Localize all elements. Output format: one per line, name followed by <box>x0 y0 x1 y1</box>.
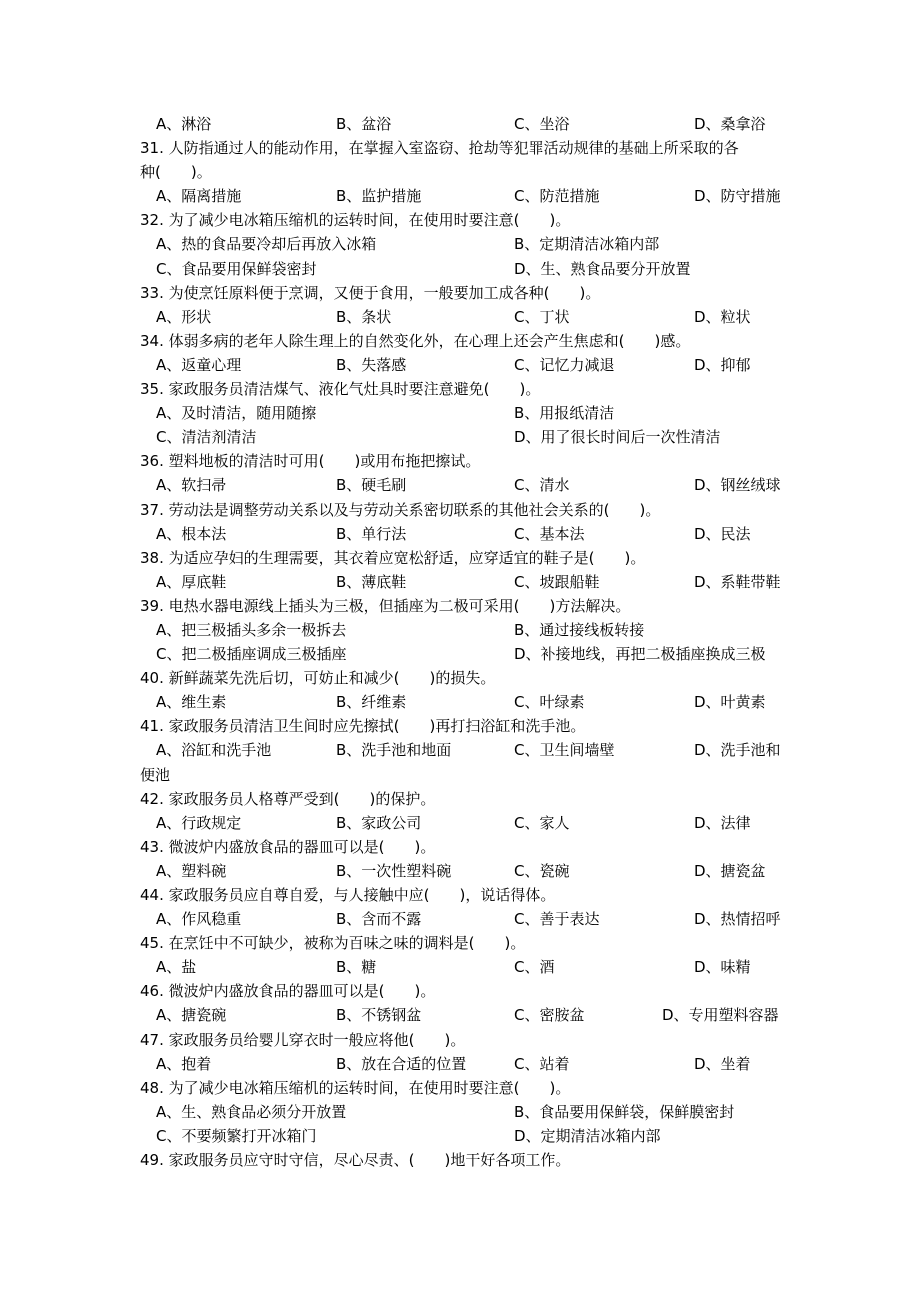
question-text: 32. 为了减少电冰箱压缩机的运转时间，在使用时要注意( )。 <box>140 211 571 230</box>
option-d: D、洗手池和 <box>694 741 781 760</box>
option-b: B、含而不露 <box>336 910 422 929</box>
question-text: 31. 人防指通过人的能动作用，在掌握入室盗窃、抢劫等犯罪活动规律的基础上所采取的各 <box>140 139 739 158</box>
question-text: 37. 劳动法是调整劳动关系以及与劳动关系密切联系的其他社会关系的( )。 <box>140 500 661 519</box>
option-a: A、维生素 <box>156 693 227 712</box>
question-text: 49. 家政服务员应守时守信，尽心尽责、( )地干好各项工作。 <box>140 1151 571 1170</box>
option-c: C、清洁剂清洁 <box>156 428 257 447</box>
option-a: A、抱着 <box>156 1054 212 1073</box>
option-d: D、热情招呼 <box>694 910 781 929</box>
question-text: 47. 家政服务员给婴儿穿衣时一般应将他( )。 <box>140 1030 466 1049</box>
question-text: 35. 家政服务员清洁煤气、液化气灶具时要注意避免( )。 <box>140 380 541 399</box>
option-c: C、清水 <box>514 476 570 495</box>
option-row <box>140 738 790 762</box>
option-c: C、基本法 <box>514 524 585 543</box>
question-text: 42. 家政服务员人格尊严受到( )的保护。 <box>140 789 436 808</box>
option-row <box>140 112 790 136</box>
option-wrap-text: 便池 <box>140 765 171 784</box>
option-a: A、及时清洁，随用随擦 <box>156 404 317 423</box>
option-b: B、硬毛刷 <box>336 476 407 495</box>
option-b: B、监护措施 <box>336 187 422 206</box>
option-row <box>140 305 790 329</box>
question-text: 种( )。 <box>140 163 212 182</box>
option-b: B、定期清洁冰箱内部 <box>514 235 660 254</box>
option-d: D、钢丝绒球 <box>694 476 781 495</box>
option-c: C、食品要用保鲜袋密封 <box>156 259 317 278</box>
question-text: 45. 在烹饪中不可缺少，被称为百味之味的调料是( )。 <box>140 934 526 953</box>
question-text: 41. 家政服务员清洁卫生间时应先擦拭( )再打扫浴缸和洗手池。 <box>140 717 586 736</box>
option-d: D、坐着 <box>694 1054 751 1073</box>
option-a: A、把三极插头多余一极拆去 <box>156 620 347 639</box>
option-c: C、家人 <box>514 813 570 832</box>
option-c: C、记忆力减退 <box>514 355 615 374</box>
option-b: B、一次性塑料碗 <box>336 861 452 880</box>
option-a: A、作风稳重 <box>156 910 242 929</box>
option-a: A、生、熟食品必须分开放置 <box>156 1102 347 1121</box>
option-row <box>140 473 790 497</box>
option-d: D、定期清洁冰箱内部 <box>514 1126 661 1145</box>
option-row <box>140 955 790 979</box>
option-b: B、单行法 <box>336 524 407 543</box>
option-d: D、补接地线，再把二极插座换成三极 <box>514 645 766 664</box>
option-c: C、防范措施 <box>514 187 600 206</box>
option-row <box>140 642 790 666</box>
question-text: 44. 家政服务员应自尊自爱，与人接触中应( )，说话得体。 <box>140 886 556 904</box>
option-d: D、用了很长时间后一次性清洁 <box>514 428 721 447</box>
option-c: C、叶绿素 <box>514 693 585 712</box>
option-d: D、专用塑料容器 <box>662 1006 779 1025</box>
option-row <box>140 425 790 449</box>
option-a: A、淋浴 <box>156 115 212 133</box>
option-row <box>140 232 790 256</box>
option-b: B、不锈钢盆 <box>336 1006 422 1025</box>
option-a: A、行政规定 <box>156 813 242 832</box>
option-b: B、纤维素 <box>336 693 407 712</box>
option-row <box>140 618 790 642</box>
option-a: A、塑料碗 <box>156 861 227 880</box>
option-d: D、防守措施 <box>694 187 781 206</box>
option-a: A、盐 <box>156 958 197 977</box>
option-row <box>140 859 790 883</box>
option-c: C、把二极插座调成三极插座 <box>156 645 347 664</box>
option-b: B、食品要用保鲜袋，保鲜膜密封 <box>514 1102 735 1121</box>
option-b: B、洗手池和地面 <box>336 741 452 760</box>
option-c: C、酒 <box>514 958 555 977</box>
option-c: C、瓷碗 <box>514 861 570 880</box>
option-a: A、隔离措施 <box>156 187 242 206</box>
option-row <box>140 690 790 714</box>
option-c: C、丁状 <box>514 307 570 326</box>
option-d: D、粒状 <box>694 307 751 326</box>
option-row <box>140 1052 790 1076</box>
option-b: B、放在合适的位置 <box>336 1054 467 1073</box>
option-c: C、坡跟船鞋 <box>514 572 600 591</box>
option-row <box>140 1100 790 1124</box>
option-row <box>140 184 790 208</box>
option-b: B、糖 <box>336 958 377 977</box>
question-text: 40. 新鲜蔬菜先洗后切，可妨止和减少( )的损失。 <box>140 669 496 688</box>
option-b: B、失落感 <box>336 355 407 374</box>
question-text: 48. 为了减少电冰箱压缩机的运转时间，在使用时要注意( )。 <box>140 1078 571 1097</box>
option-row <box>140 1124 790 1148</box>
option-b: B、条状 <box>336 307 392 326</box>
option-a: A、厚底鞋 <box>156 572 227 591</box>
question-list <box>140 136 790 1172</box>
option-row <box>140 1003 790 1027</box>
option-c: C、站着 <box>514 1054 570 1073</box>
option-d: D、叶黄素 <box>694 693 766 712</box>
option-d: D、桑拿浴 <box>694 115 766 133</box>
option-d: D、法律 <box>694 813 751 832</box>
option-c: C、善于表达 <box>514 910 600 929</box>
question-text: 36. 塑料地板的清洁时可用( )或用布拖把擦试。 <box>140 452 481 471</box>
option-d: D、搪瓷盆 <box>694 861 766 880</box>
option-row <box>140 257 790 281</box>
question-text: 46. 微波炉内盛放食品的器皿可以是( )。 <box>140 982 436 1001</box>
document-page <box>140 112 790 1172</box>
option-d: D、民法 <box>694 524 751 543</box>
question-text: 34. 体弱多病的老年人除生理上的自然变化外，在心理上还会产生焦虑和( )感。 <box>140 331 691 350</box>
question-text: 33. 为使烹饪原料便于烹调，又便于食用，一般要加工成各种( )。 <box>140 283 601 302</box>
option-b: B、家政公司 <box>336 813 422 832</box>
option-b: B、通过接线板转接 <box>514 620 645 639</box>
option-b: B、盆浴 <box>336 115 392 133</box>
question-text: 43. 微波炉内盛放食品的器皿可以是( )。 <box>140 837 436 856</box>
option-a: A、形状 <box>156 307 212 326</box>
option-d: D、系鞋带鞋 <box>694 572 781 591</box>
option-d: D、抑郁 <box>694 355 751 374</box>
option-c: C、坐浴 <box>514 115 570 133</box>
option-row <box>140 353 790 377</box>
option-b: B、用报纸清洁 <box>514 404 615 423</box>
option-c: C、卫生间墙壁 <box>514 741 615 760</box>
option-a: A、搪瓷碗 <box>156 1006 227 1025</box>
option-row <box>140 522 790 546</box>
option-c: C、不要频繁打开冰箱门 <box>156 1126 317 1145</box>
option-a: A、返童心理 <box>156 355 242 374</box>
option-a: A、根本法 <box>156 524 227 543</box>
option-a: A、浴缸和洗手池 <box>156 741 272 760</box>
question-text: 39. 电热水器电源线上插头为三极，但插座为二极可采用( )方法解决。 <box>140 596 631 615</box>
question-text: 38. 为适应孕妇的生理需要，其衣着应宽松舒适，应穿适宜的鞋子是( )。 <box>140 548 646 567</box>
option-row <box>140 570 790 594</box>
option-b: B、薄底鞋 <box>336 572 407 591</box>
option-row <box>140 907 790 931</box>
option-c: C、密胺盆 <box>514 1006 585 1025</box>
option-a: A、热的食品要冷却后再放入冰箱 <box>156 235 377 254</box>
option-d: D、味精 <box>694 958 751 977</box>
option-row <box>140 811 790 835</box>
option-a: A、软扫帚 <box>156 476 227 495</box>
option-row <box>140 401 790 425</box>
option-d: D、生、熟食品要分开放置 <box>514 259 691 278</box>
